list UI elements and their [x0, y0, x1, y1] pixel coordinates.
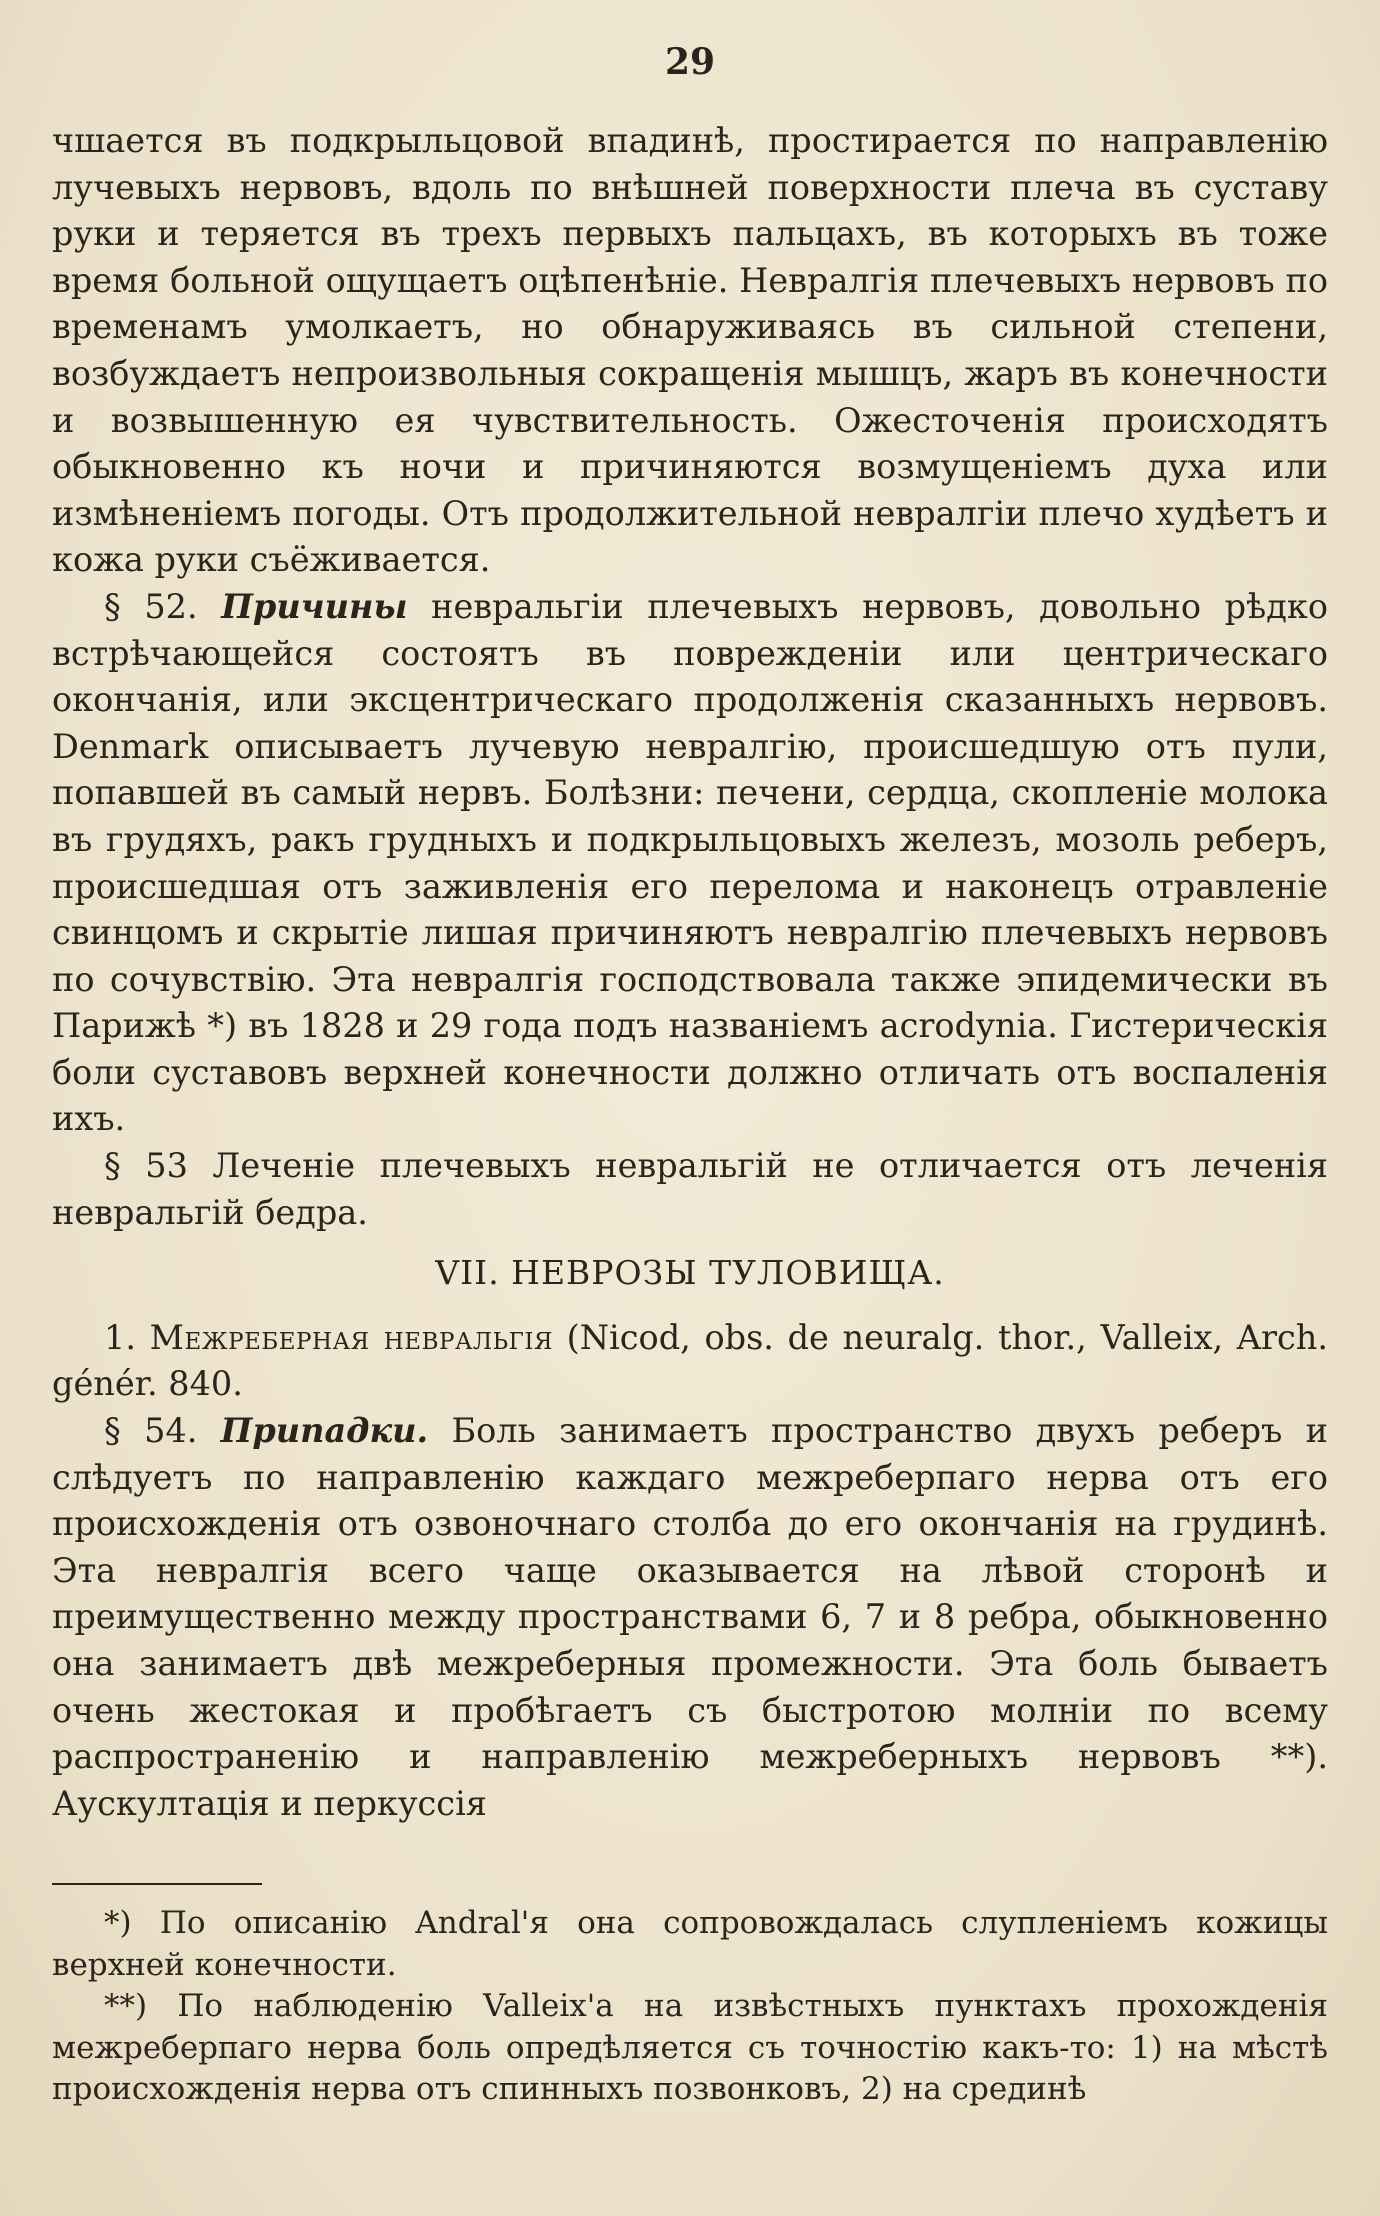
item-1-number: 1.	[104, 1317, 136, 1357]
continued-paragraph: чшается въ подкрыльцовой впадинѣ, простирается по направленію лучевыхъ нервовъ, вдоль по внѣшней поверхности плеча въ суставу руки и теряется въ трехъ первыхъ пальцахъ, въ которыхъ въ тоже время больной ощущаетъ оцѣпенѣніе. Невралгія плечевыхъ нервовъ по временамъ умолкаетъ, но обнаруживаясь въ сильной степени, возбуждаетъ непроизвольныя сокращенія мышцъ, жаръ въ конечности и возвышенную ея чувствительность. Ожесточенія происходятъ обыкновенно къ ночи и причиняются возмущеніемъ духа или измѣненіемъ погоды. Отъ продолжительной невралгіи плечо худѣетъ и кожа руки съёживается.	[52, 121, 1328, 580]
page-number: 29	[664, 41, 716, 83]
section-53-paragraph	[52, 1143, 1328, 1236]
section-54-text: Боль занимаетъ пространство двухъ реберъ и слѣдуетъ по направленію каждаго межреберпаго нерва отъ его происхожденія отъ озвоночнаго столба до его окончанія на грудинѣ. Эта невралгія всего чаще оказывается на лѣвой сторонѣ и преимущественно между пространствами 6, 7 и 8 ребра, обыкновенно она занимаетъ двѣ межреберныя промежности. Эта боль бываетъ очень жестокая и пробѣгаетъ съ быстротою молніи по всему распространенію и направленію межреберныхъ нервовъ **). Аускултація и перкуссія	[52, 1411, 1328, 1823]
section-53-number: § 53	[104, 1146, 188, 1186]
item-1-paragraph	[52, 1315, 1328, 1408]
main-text	[52, 118, 1328, 1827]
footnote-1: *) По описанію Andral'я она сопровождалась слупленіемъ кожицы верхней конечности.	[52, 1905, 1328, 1983]
item-1-title: Межреберная невральгія	[149, 1317, 553, 1357]
section-52-number: § 52.	[104, 586, 198, 626]
chapter-heading: VII. НЕВРОЗЫ ТУЛОВИЩА.	[435, 1253, 945, 1293]
section-52-paragraph	[52, 584, 1328, 1143]
item-1-text: (Nicod, obs. de neuralg. thor., Valleix, Arch. génér. 840.	[52, 1317, 1328, 1404]
section-54-title: Припадки.	[220, 1411, 429, 1451]
section-53-text: Леченіе плечевыхъ невральгій не отличается отъ леченія невральгій бедра.	[52, 1146, 1328, 1232]
footnote-2: **) По наблюденію Valleix'а на извѣстныхъ пунктахъ прохожденія межреберпаго нерва боль опредѣляется съ точностію какъ-то: 1) на мѣстѣ происхожденія нерва отъ спинныхъ позвонковъ, 2) на срединѣ	[52, 1988, 1328, 2108]
section-52-title: Причины	[221, 586, 408, 626]
section-52-text: невральгіи плечевыхъ нервовъ, довольно рѣдко встрѣчающейся состоятъ въ поврежденіи или центрическаго окончанія, или эксцентрическаго продолженія сказанныхъ нервовъ. Denmark описываетъ лучевую невралгію, происшедшую отъ пули, попавшей въ самый нервъ. Болѣзни: печени, сердца, скопленіе молока въ грудяхъ, ракъ грудныхъ и подкрыльцовыхъ железъ, мозоль реберъ, происшедшая отъ заживленія его перелома и наконецъ отравленіе свинцомъ и скрытіе лишая причиняютъ невралгію плечевыхъ нервовъ по сочувствію. Эта невралгія господствовала также эпидемически въ Парижѣ *) въ 1828 и 29 года подъ названіемъ acrodynia. Гистерическія боли суставовъ верхней конечности должно отличать отъ воспаленія ихъ.	[52, 586, 1328, 1139]
section-54-paragraph	[52, 1408, 1328, 1827]
footnotes	[52, 1903, 1328, 2111]
section-54-number: § 54.	[104, 1411, 198, 1451]
footnote-divider	[52, 1883, 262, 1885]
